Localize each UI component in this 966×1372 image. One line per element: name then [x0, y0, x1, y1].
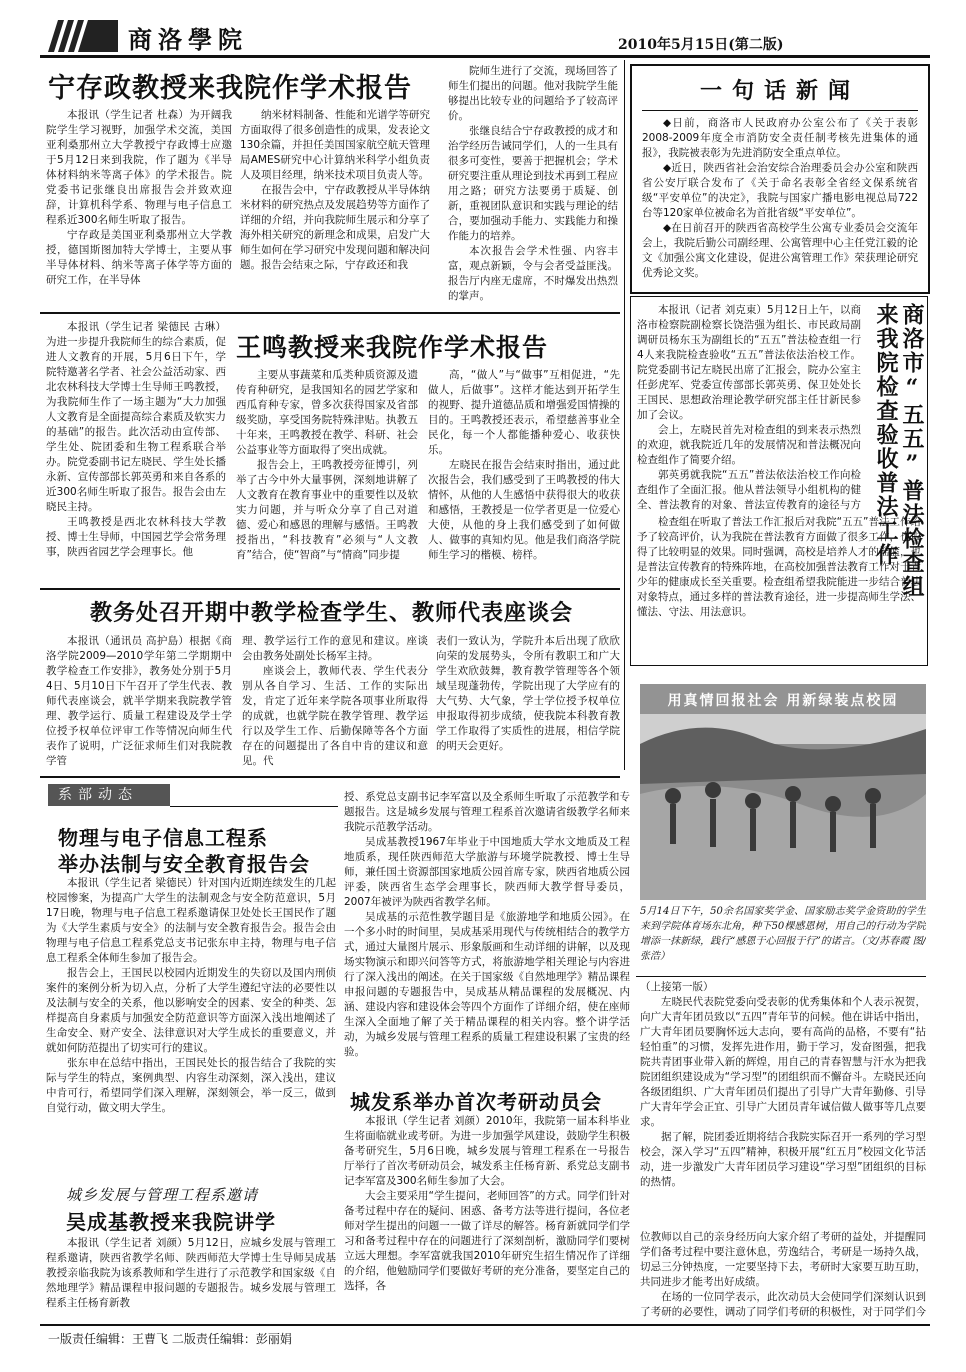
paragraph: 吴成基的示范性教学题目是《旅游地学和地质公园》。在一个多小时的时间里，吴成基采用现代与传统相结合的教学方式，通过大量图片展示、形象版画和生动详细的讲解，以及现场实物演示和即兴问答等方式，将旅游地学相关理论与内容进行了深入浅出的阐述。在关于国家级《自然地理学》精品课程申报问题的专题报告中，吴成基从精品课程的发展概况、内涵、建设内容和建设体会等四个方面作了详细介绍，使在座师生深入全面地了解了关于精品课程的相关内容。整个讲学活动，为城乡发展与管理工程系的质量工程建设积累了宝贵的经验。 — [344, 911, 630, 1058]
article-body-col — [236, 368, 418, 582]
photo-banner: 用真情回报社会 用新绿装点校园 — [667, 693, 899, 709]
article-title: 举办法制与安全教育报告会 — [58, 852, 310, 876]
edition: (第二版) — [728, 37, 784, 53]
article-body-col — [344, 1114, 630, 1318]
paragraph: 报告会上，王国民以校园内近期发生的失窃以及国内刑侦案件的案例分析为切入点，分析了大学生遵纪守法的必要性以及法制与安全的关系，他以影响安全的因素、安全的种类、怎样提高自身素质与加强安全防范意识等方面深入浅出地阐述了生命安全、财产安全、法律意识对大学生成长的重要意义，并就如何防范提出了切实可行的建议。 — [46, 967, 336, 1054]
article-body-col — [240, 108, 430, 308]
paragraph: 本报讯（学生记者 刘颜）2010年，我院第一届本科毕业生将面临就业或考研。为进一步加强学风建设，鼓励学生积极备考研究生，5月6日晚，城乡发展与管理工程系在一号报告厅举行了首次考研动员会，城发系主任杨育新、系党总支副书记李军富及300名师生参加了大会。 — [344, 1115, 630, 1187]
article-body-col — [637, 515, 921, 659]
paragraph: 检查组在听取了普法工作汇报后对我院“五五”普法工作给予了较高评价，认为我院在普法教育方面做了很多工作，也取得了比较明显的效果。同时强调，高校是培养人才的摇篮，也是普法宣传教育的特殊阵地，在高校加强普法教育工作对于青少年的健康成长至关重要。检查组希望我院能进一步结合普法对象特点，通过多样的普法教育途径，进一步提高师生学法、懂法、守法、用法意识。 — [637, 516, 921, 618]
paragraph: 本报讯（学生记者 杜森）为开阔我院学生学习视野，加强学术交流，美国亚利桑那州立大学教授宁存政博士应邀于5月12日来到我院，作了题为《半导体材料纳米等离子体》的学术报告。院党委书记张继良出席报告会并致欢迎辞，计算机科学系、物理与电子信息工程系近300名师生听取了报告。 — [46, 109, 232, 226]
vertical-title-col-b: 来我院检查验收普法工作 — [873, 303, 899, 567]
paragraph: 本报讯（学生记者 梁德民 古琳）为进一步提升我院师生的综合素质，促进人文教育的开展，5月6日下午，学院特邀著名学者、社会公益活动家、西北农林科技大学博士生导师王鸣教授，为我院师生作了一场主题为“大力加强人文教育是全面提高综合素质及软实力的基础”的报告。此次活动由宣传部、学生处、院团委和生物工程系联合举办。院党委副书记左晓民、学生处长播永新、宣传部部长郭英勇和来自各系的近300名师生听取了报告。报告会由左晓民主持。 — [46, 321, 226, 513]
brief-news-rule — [642, 110, 918, 111]
paragraph: 理、教学运行工作的意见和建议。座谈会由教务处副处长杨军主持。 — [242, 635, 428, 662]
brief-news-title: 一句话新闻 — [699, 78, 860, 104]
article-body-col — [344, 790, 630, 1076]
footer-editors: 一版责任编辑：王曹飞 二版责任编辑：彭丽娟 — [48, 1332, 292, 1346]
article-body-col — [436, 634, 620, 770]
photo-caption: 5月14日下午，50余名国家奖学金、国家励志奖学金资助的学生来到学院体育场东北角，种下50棵感恩树，用自己的行动为学院增添一抹新绿，践行“感恩于心回报于行”的诺言。（文/苏春霞 图/张浩） — [640, 906, 926, 962]
article-subtitle: 城乡发展与管理工程系邀请 — [66, 1186, 259, 1204]
article-title: 宁存政教授来我院作学术报告 — [48, 73, 412, 104]
paragraph: 张东申在总结中指出，王国民处长的报告结合了我院的实际与学生的特点，案例典型、内容生动深刻，深入浅出，建议中肯可行，希望同学们深入理解，深刻领会，举一反三，做到自觉行动，做文明大学生。 — [46, 1057, 336, 1114]
section-label-text: 系部动态 — [58, 787, 138, 803]
paragraph: 位教师以自己的亲身经历向大家介绍了考研的益处，并提醒同学们备考过程中要注意休息，劳逸结合，考研是一场持久战，切忌三分钟热度，一定要坚持下去，考研时大家要互助互助，共同进步才能考出好成绩。 — [640, 1231, 926, 1288]
paragraph: 大会主要采用“学生提问，老师回答”的方式。同学们针对备考过程中存在的疑问、困惑、备考方法等进行提问，各位老师对学生提出的问题一一做了详尽的解答。杨育新就同学们学习和备考过程中存在的问题进行了深刻剖析，激励同学们要树立远大理想。李军富就我国2010年研究生招生情况作了详细的介绍，他勉励同学们要做好考研的充分准备，要坚定自己的选择，各 — [344, 1190, 630, 1292]
paragraph: 在场的一位同学表示，此次动员大会使同学们深刻认识到了考研的必要性，调动了同学们考研的积极性，对于同学们今 — [640, 1291, 926, 1318]
paragraph: 表们一致认为，学院升本后出现了欣欣向荣的发展势头，令所有教职工和广大学生欢欣鼓舞，教育教学管理等各个领域呈现蓬勃传，学院出现了大学应有的大气势、大气象，学士学位授予权单位申报取得初步成绩，使我院本科教育教学工作取得了实质性的进展，相信学院的明天会更好。 — [436, 635, 620, 752]
section-rule — [636, 976, 926, 977]
section-rule — [40, 588, 620, 590]
masthead-rule — [40, 55, 930, 58]
paragraph: 本次报告会学术性强、内容丰富，观点新颖，令与会者受益匪浅。报告厅内座无虚席，不时爆发出热烈的掌声。 — [448, 245, 618, 302]
paragraph: 张继良结合宁存政教授的成才和治学经历告诫同学们，人的一生具有很多可变性，要善于把握机会；学术研究要注重从理论到技术再到工程应用之路；研究方法要勇于质疑、创新，重视团队意识和实践与理论的结合，要加强动手能力、实践能力和操作能力的培养。 — [448, 125, 618, 242]
column-rule — [624, 60, 625, 770]
brief-news-box — [630, 64, 930, 294]
article-body-col — [637, 303, 861, 513]
article-body-col — [46, 1236, 336, 1318]
article-body-col — [448, 64, 618, 309]
paper-name: 商洛學院 — [128, 25, 248, 54]
paragraph: 主要从事蔬菜和瓜类种质资源及遗传育种研究，是我国知名的园艺学家和西瓜育种专家，曾多次获得国家及省部级奖励，享受国务院特殊津贴。执教五十年来，王鸣教授在教学、科研、社会公益事业等方面取得了突出成就。 — [236, 369, 418, 456]
article-title: 教务处召开期中教学检查学生、教师代表座谈会 — [90, 600, 574, 626]
article-title: 王鸣教授来我院作学术报告 — [236, 333, 549, 362]
article-body-col — [46, 876, 336, 1176]
paragraph: 左晓民代表院党委向受表彰的优秀集体和个人表示祝贺，向广大青年团员致以“五四”青年节的问候。他在讲话中指出，广大青年团员要胸怀远大志向，要有高尚的品格，不要有“拈轻怕重”的习惯，发挥先进作用，勤于学习，发奋图强，把我院共青团事业带入新的辉煌，用自己的青春智慧与汗水为把我院团组织建设成为“学习型”的团组织而不懈奋斗。左晓民还向各级团组织、广大青年团员们提出了引导广大青年勤修、引导广大青年学会正宜、引导广大团员青年诚信做人做事等几点要求。 — [640, 996, 926, 1128]
paragraph: 纳米材料制备、性能和光谱学等研究方面取得了很多创造性的成果，发表论文130余篇，并担任美国国家航空航天管理局AMES研究中心计算纳米科学小组负责人及项目经理，纳米技术项目负责人等。 — [240, 109, 430, 181]
paragraph: 左晓民在报告会结束时指出，通过此次报告会，我们感受到了王鸣教授的伟大情怀，从他的人生感悟中获得很大的收获和感悟，王教授是一位学者更是一位爱心大使，从他的身上我们感受到了如何做人、做事的真知灼见。他是我们商洛学院师生学习的楷模、榜样。 — [428, 459, 620, 561]
brief-news-item: ◆在日前召开的陕西省高校学生公寓专业委员会交流年会上，我院后勤公司副经理、公寓管理中心主任党江毅的论文《加强公寓文化建设，促进公寓管理工作》荣获理论研究优秀论文奖。 — [642, 222, 918, 279]
article-title: 物理与电子信息工程系 — [58, 826, 268, 850]
date: 2010年5月15日 — [618, 37, 729, 53]
paragraph: 王鸣教授是西北农林科技大学教授、博士生导师，中国园艺学会常务理事，陕西省园艺学会理事长。他 — [46, 516, 226, 558]
paragraph: 郭英勇就我院“五五”普法依法治校工作向检查组作了全面汇报。他从普法领导小组机构的健全、普法教育的对象、普法宣传教育的途径与方 — [637, 469, 861, 511]
paragraph: 授、系党总支副书记李军富以及全系师生听取了示范教学和专题报告。这是城乡发展与管理工程系首次邀请省级教学名师来我院示范教学活动。 — [344, 791, 630, 833]
article-body-col — [640, 1230, 926, 1318]
brief-news-list — [642, 116, 918, 286]
paragraph: 会上，左晓民首先对检查组的到来表示热烈的欢迎，就我院近几年的发展情况和普法概况向检查组作了简要介绍。 — [637, 424, 861, 466]
section-rule — [40, 312, 620, 314]
article-title: 城发系举办首次考研动员会 — [350, 1090, 602, 1114]
article-box — [630, 296, 928, 666]
section-label-rule — [170, 806, 338, 807]
section-rule — [40, 776, 620, 778]
paragraph: 高，“做人”与“做事”互相促进，“先做人，后做事”。这样才能达到开拓学生的视野、提升道德品质和增强爱国情操的目的。王鸣教授还表示，希望慈善事业全民化，每一个人都能播种爱心、收获快乐。 — [428, 369, 620, 456]
paragraph: 座谈会上，教师代表、学生代表分别从各自学习、生活、工作的实际出发，肯定了近年来学院各项事业所取得的成就，也就学院在教学管理、教学运行以及学生工作、后勤保障等各个方面存在的问题提出了各自中肯的建议和意见。代 — [242, 665, 428, 767]
tree-planting-photo — [640, 684, 926, 900]
paragraph: 本报讯（学生记者 刘颜）5月12日，应城乡发展与管理工程系邀请，陕西省教学名师、陕西师范大学博士生导师吴成基教授亲临我院为该系教师和学生进行了示范教学和国家级《自然地理学》精品课程申报问题的专题报告。城乡发展与管理工程系主任杨育新教 — [46, 1237, 336, 1309]
article-body-col — [46, 108, 232, 308]
footer-rule — [40, 1324, 930, 1326]
brief-news-item: ◆近日，陕西省社会治安综合治理委员会办公室和陕西省公安厅联合发布了《关于命名表彰全省经文保系统省级“平安单位”的决定》，我院与国家广播电影电视总局722台等120家单位被命名为首批省级“平安单位”。 — [642, 162, 918, 219]
vertical-title-col-a: 商洛市“五五”普法检查组 — [899, 303, 925, 599]
article-body-col — [640, 980, 926, 1200]
paragraph: 院师生进行了交流，现场回答了师生们提出的问题。他对我院学生能够提出比较专业的问题给予了较高评价。 — [448, 65, 618, 122]
paragraph: 在报告会中，宁存政教授从半导体纳米材料的研究热点及发展趋势等方面作了详细的介绍，并向我院师生展示和分享了海外相关研究的新理念和成果，启发广大师生如何在学习研究中发现问题和解决问题。报告会结束之际，宁存政还和我 — [240, 184, 430, 271]
paragraph: 宁存政是美国亚利桑那州立大学教授，德国斯图加特大学博士，主要从事半导体材料、纳米等离子体学等方面的研究工作，在半导体 — [46, 229, 232, 286]
masthead-stripes — [44, 18, 118, 52]
paragraph: 报告会上，王鸣教授旁征博引，列举了古今中外大量事例，深刻地讲解了人文教育在教育事业中的重要性以及软实力问题，并与听众分享了自己对道德、爱心和感恩的理解与感悟。王鸣教授指出，“科技教育”必须与“人文教育”结合，使“智商”与“情商”同步提 — [236, 459, 418, 561]
article-body-col — [46, 320, 226, 582]
brief-news-item: ◆日前，商洛市人民政府办公室公布了《关于表彰2008-2009年度全市消防安全责任制考核先进集体的通报》，我院被表彰为先进消防安全重点单位。 — [642, 117, 918, 159]
article-body-col — [428, 368, 620, 582]
paragraph: 本报讯（记者 刘克東）5月12日上午，以商洛市检察院副检察长饶浩强为组长、市民政局副调研员杨东玉为副组长的“五五”普法检查组一行4人来我院检查验收“五五”普法依法治校工作。院党委副书记左晓民出席了汇报会，院办公室主任彭虎军、党委宣传部部长郭英勇、保卫处处长王国民、思想政治理论教学研究部主任甘新民参加了会议。 — [637, 304, 861, 421]
section-label — [48, 784, 170, 806]
continued-label: （上接第一版） — [640, 981, 714, 993]
article-body-col — [46, 634, 232, 770]
paragraph: 本报讯（通讯员 高护島）根据《商洛学院2009—2010学年第二学期期中教学检查工作安排》，教务处分别于5月4日、5月10日下午召开了学生代表、教师代表座谈会，就半学期来我院教学管理、教学运行、质量工程建设及学士学位授予权单位评审工作等情况向师生代表作了说明，广泛征求师生们对我院教学管 — [46, 635, 232, 767]
paragraph: 本报讯（学生记者 梁德民）针对国内近期连续发生的几起校园惨案，为提高广大学生的法制观念与安全防范意识，5月17日晚，物理与电子信息工程系邀请保卫处处长王国民作了题为《大学生素质与安全》的法制与安全教育报告会。报告会由物理与电子信息工程系党总支书记张东申主持，物理与电子信息工程系全体师生参加了报告会。 — [46, 877, 336, 964]
article-body-col — [242, 634, 428, 770]
photo — [640, 684, 926, 900]
paragraph: 据了解，院团委近期将结合我院实际召开一系列的学习型校会，深入学习“五四”精神，积极开展“红五月”校园文化节活动，进一步激发广大青年团员学习建设“学习型”团组织的目标的热情。 — [640, 1131, 926, 1188]
issue-date — [618, 34, 783, 54]
paragraph: 吴成基教授1967年毕业于中国地质大学水文地质及工程地质系，现任陕西师范大学旅游与环境学院教授、博士生导师，兼任国土资源部国家地质公园首席专家，陕西省地质公园评委，陕西省生态学会理事长，陕西师大教学督导委员，2007年被评为陕西省教学名师。 — [344, 836, 630, 908]
article-title: 吴成基教授来我院讲学 — [66, 1210, 276, 1234]
